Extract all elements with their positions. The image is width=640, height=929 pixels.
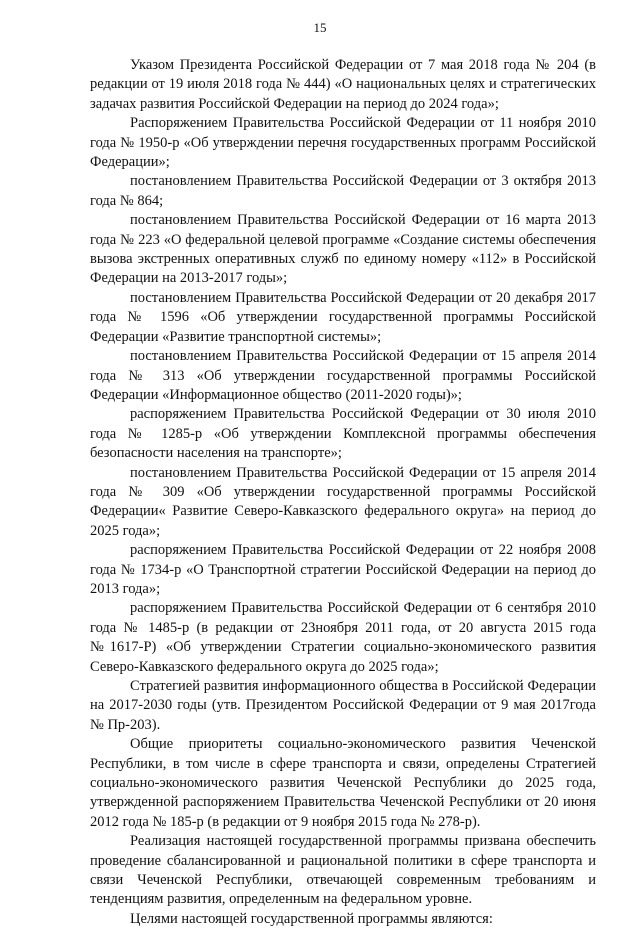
paragraph-order-1950: Распоряжением Правительства Российской Федерации от 11 ноября 2010 года № 1950-р «Об утверждении перечня государственных программ Российской Федерации»; [90, 115, 596, 171]
paragraph-order-1285: распоряжением Правительства Российской Федерации от 30 июля 2010 года № 1285-р «Об утверждении Комплексной программы обеспечения безопасности населения на транспорте»; [90, 406, 596, 462]
paragraph-resolution-309: постановлением Правительства Российской Федерации от 15 апреля 2014 года № 309 «Об утверждении государственной программы Российской Федерации« Развитие Северо-Кавказского федерального округа» на период до 2025 года»; [90, 464, 596, 539]
document-body [90, 56, 596, 929]
paragraph-decree-204: Указом Президента Российской Федерации от 7 мая 2018 года № 204 (в редакции от 19 июля 2018 года № 444) «О национальных целях и стратегических задачах развития Российской Федерации на период до 2024 года»; [90, 57, 596, 112]
paragraph-resolution-223: постановлением Правительства Российской Федерации от 16 марта 2013 года № 223 «О федеральной целевой программе «Создание системы обеспечения вызова экстренных оперативных служб по единому номеру «112» в Российской Федерации на 2013-2017 годы»; [90, 212, 596, 287]
paragraph-program-implementation: Реализация настоящей государственной программы призвана обеспечить проведение сбалансированной и рациональной политики в сфере транспорта и связи Чеченской Республики, отвечающей современным требованиям и тенденциям развития, определенным на федеральном уровне. [90, 833, 596, 908]
paragraph-order-1734: распоряжением Правительства Российской Федерации от 22 ноября 2008 года № 1734-р «О Транспортной стратегии Российской Федерации на период до 2013 года»; [90, 542, 596, 597]
paragraph-order-1485: распоряжением Правительства Российской Федерации от 6 сентября 2010 года № 1485-р (в редакции от 23ноября 2011 года, от 20 августа 2015 года №1617-Р) «Об утверждении Стратегии социально-экономического развития Северо-Кавказского федерального округа до 2025 года»; [90, 600, 596, 675]
page-number: 15 [313, 20, 327, 35]
paragraph-resolution-313: постановлением Правительства Российской Федерации от 15 апреля 2014 года № 313 «Об утверждении государственной программы Российской Федерации «Информационное общество (2011-2020 годы)»; [90, 348, 596, 403]
paragraph-resolution-864: постановлением Правительства Российской Федерации от 3 октября 2013 года № 864; [90, 173, 596, 209]
paragraph-strategy-info-society: Стратегией развития информационного общества в Российской Федерации на 2017-2030 годы (утв. Президентом Российской Федерации от 9 мая 2017года № Пр-203). [90, 678, 596, 733]
paragraph-program-goals: Целями настоящей государственной программы являются: [130, 910, 493, 927]
paragraph-general-priorities: Общие приоритеты социально-экономического развития Чеченской Республики, в том числе в сфере транспорта и связи, определены Стратегией социально-экономического развития Чеченской Республики до 2025 года, утвержденной распоряжением Правительства Чеченской Республики от 20 июня 2012 года № 185-р (в редакции от 9 ноября 2015 года № 278-р). [90, 736, 596, 830]
paragraph-resolution-1596: постановлением Правительства Российской Федерации от 20 декабря 2017 года № 1596 «Об утверждении государственной программы Российской Федерации «Развитие транспортной системы»; [90, 289, 596, 345]
